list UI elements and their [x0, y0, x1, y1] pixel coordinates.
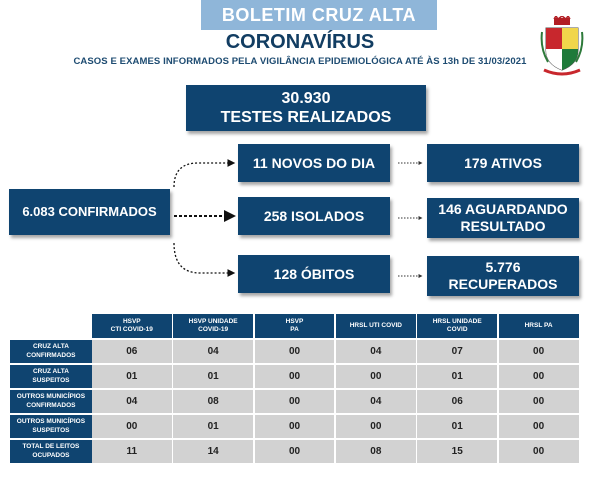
tests-label: TESTES REALIZADOS	[220, 109, 392, 126]
active-box	[427, 144, 579, 182]
column-header: HSVP PA	[255, 314, 335, 338]
table-row	[10, 440, 580, 463]
table-cell: 07	[417, 340, 497, 363]
table-cell: 11	[92, 440, 172, 463]
new-cases-box	[238, 144, 390, 182]
column-header: HRSL PA	[499, 314, 579, 338]
column-header: HRSL UTI COVID	[336, 314, 416, 338]
table-cell: 04	[173, 340, 253, 363]
isolated-label: 258 ISOLADOS	[263, 207, 365, 224]
column-header: HSVP UNIDADE COVID-19	[173, 314, 253, 338]
awaiting-line-2: RESULTADO	[460, 218, 546, 234]
row-header: CRUZ ALTA CONFIRMADOS	[10, 340, 92, 363]
recovered-box	[427, 256, 579, 296]
table-row	[10, 340, 580, 363]
table-cell: 06	[92, 340, 172, 363]
confirmed-label: 6.083 CONFIRMADOS	[22, 204, 157, 220]
deaths-label: 128 ÓBITOS	[273, 265, 355, 282]
recovered-label: RECUPERADOS	[448, 276, 558, 292]
row-header: OUTROS MUNICÍPIOS SUSPEITOS	[10, 415, 92, 438]
table-cell: 01	[173, 365, 253, 388]
deaths-box	[238, 255, 390, 293]
page-title: CORONAVÍRUS	[225, 31, 375, 53]
table-cell: 00	[499, 340, 579, 363]
tests-performed-box	[186, 85, 426, 131]
table-cell: 01	[92, 365, 172, 388]
table-row	[10, 365, 580, 388]
table-cell: 00	[499, 365, 579, 388]
table-cell: 04	[92, 390, 172, 413]
table-header-row	[10, 314, 580, 338]
table-cell: 04	[336, 340, 416, 363]
awaiting-result-box	[427, 198, 579, 238]
report-info: CASOS E EXAMES INFORMADOS PELA VIGILÂNCIA EPIDEMIOLÓGICA ATÉ ÀS 13h DE 31/03/2021	[73, 56, 527, 67]
column-header: HRSL UNIDADE COVID	[417, 314, 497, 338]
table-cell: 00	[499, 440, 579, 463]
column-header: HSVP CTI COVID-19	[92, 314, 172, 338]
table-cell: 00	[499, 390, 579, 413]
table-cell: 01	[417, 415, 497, 438]
table-cell: 04	[336, 390, 416, 413]
table-cell: 15	[417, 440, 497, 463]
table-cell: 00	[499, 415, 579, 438]
table-cell: 01	[417, 365, 497, 388]
tests-value: 30.930	[281, 89, 331, 107]
table-row	[10, 415, 580, 438]
active-label: 179 ATIVOS	[464, 154, 542, 171]
recovered-value: 5.776	[485, 259, 521, 276]
municipal-coat-of-arms-icon	[540, 16, 584, 78]
row-header: CRUZ ALTA SUSPEITOS	[10, 365, 92, 388]
isolated-box	[238, 197, 390, 235]
table-cell: 06	[417, 390, 497, 413]
table-cell: 00	[336, 365, 416, 388]
row-header: OUTROS MUNICÍPIOS CONFIRMADOS	[10, 390, 92, 413]
hospital-beds-table	[10, 314, 580, 465]
table-cell: 00	[336, 415, 416, 438]
table-cell: 00	[255, 390, 335, 413]
table-cell: 00	[255, 340, 335, 363]
table-cell: 00	[255, 440, 335, 463]
table-cell: 08	[173, 390, 253, 413]
bulletin-banner: BOLETIM CRUZ ALTA	[201, 0, 437, 30]
row-header: TOTAL DE LEITOS OCUPADOS	[10, 440, 92, 463]
arrow-to-deaths	[174, 243, 234, 273]
table-corner	[10, 314, 92, 338]
table-cell: 01	[173, 415, 253, 438]
table-row	[10, 390, 580, 413]
table-cell: 08	[336, 440, 416, 463]
arrow-to-new-cases	[174, 163, 234, 187]
table-cell: 00	[92, 415, 172, 438]
confirmed-box	[9, 189, 170, 235]
awaiting-line-1: 146 AGUARDANDO	[438, 201, 568, 218]
table-cell: 00	[255, 365, 335, 388]
new-cases-label: 11 NOVOS DO DIA	[252, 154, 376, 171]
table-cell: 14	[173, 440, 253, 463]
table-cell: 00	[255, 415, 335, 438]
